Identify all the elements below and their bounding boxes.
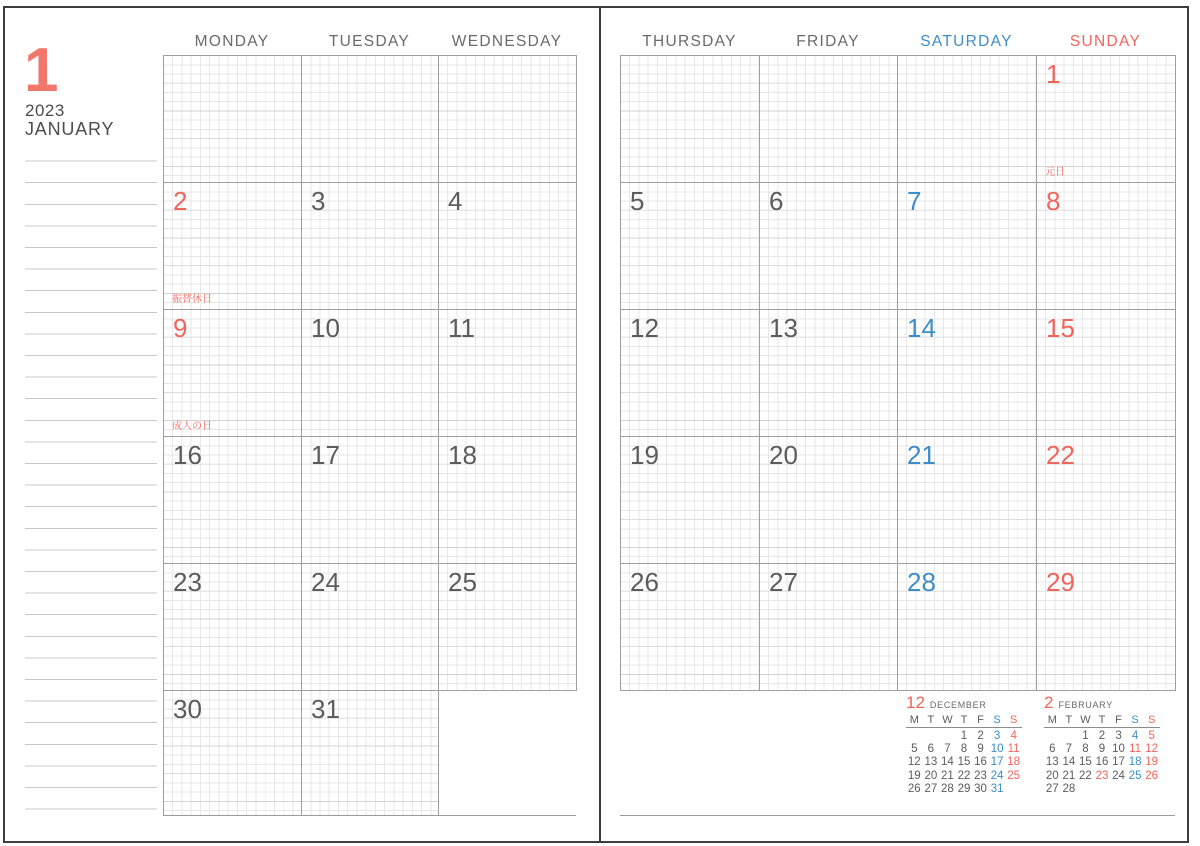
mini-dow-label: T (927, 714, 935, 726)
date-number: 7 (907, 186, 922, 216)
mini-date-13: 13 (1045, 756, 1059, 769)
date-number: 27 (769, 567, 798, 597)
empty-day-cell (438, 55, 577, 183)
date-number: 4 (448, 186, 463, 216)
day-cell-15 (1036, 309, 1176, 437)
mini-date-1: 1 (960, 730, 968, 742)
day-cell-13 (759, 309, 898, 437)
day-cell-2 (163, 182, 302, 310)
mini-date-3: 3 (1115, 730, 1122, 742)
date-number: 15 (1046, 313, 1075, 343)
date-number: 3 (311, 186, 326, 216)
date-number: 6 (769, 186, 784, 216)
mini-empty (1143, 783, 1160, 796)
date-number: 2 (173, 186, 188, 216)
day-cell-30 (163, 690, 302, 816)
mini-dow-row (1044, 714, 1164, 726)
day-header-tuesday: TUESDAY (328, 33, 411, 50)
mini-month-number: 2 (1044, 693, 1054, 712)
mini-week-row (906, 743, 1026, 756)
mini-date-17: 17 (1112, 756, 1125, 769)
mini-date-22: 22 (1079, 769, 1092, 782)
mini-date-24: 24 (990, 769, 1004, 782)
date-number: 17 (311, 440, 340, 470)
day-cell-3 (301, 182, 439, 310)
mini-date-14: 14 (1062, 756, 1076, 769)
mini-month-number: 12 (906, 693, 925, 712)
mini-date-9: 9 (1098, 743, 1106, 756)
day-cell-22 (1036, 436, 1176, 564)
day-cell-11 (438, 309, 577, 437)
date-number: 1 (1046, 59, 1061, 89)
day-header-friday: FRIDAY (796, 33, 860, 50)
mini-calendar-december (906, 694, 1026, 796)
day-cell-24 (301, 563, 439, 691)
mini-date-27: 27 (924, 782, 938, 795)
grid-bottom-rule-left (163, 815, 576, 816)
day-cell-27 (759, 563, 898, 691)
mini-date-9: 9 (977, 743, 984, 756)
date-number: 25 (448, 567, 477, 597)
date-number: 16 (173, 440, 202, 470)
day-cell-18 (438, 436, 577, 564)
mini-date-5: 5 (1148, 730, 1155, 742)
mini-date-16: 16 (1095, 756, 1109, 769)
mini-date-6: 6 (1049, 743, 1056, 756)
holiday-label: 元日 (1045, 167, 1065, 178)
empty-day-cell (620, 55, 760, 183)
mini-date-22: 22 (957, 769, 971, 782)
date-number: 8 (1046, 186, 1061, 216)
day-header-monday: MONDAY (194, 33, 270, 50)
day-cell-28 (897, 563, 1037, 691)
mini-date-21: 21 (941, 769, 954, 782)
mini-date-10: 10 (1112, 743, 1125, 756)
grid-bottom-rule-right (620, 815, 1175, 816)
day-cell-23 (163, 563, 302, 691)
empty-day-cell (897, 55, 1037, 183)
mini-date-19: 19 (1145, 756, 1159, 769)
day-header-thursday: THURSDAY (642, 33, 737, 50)
mini-date-18: 18 (1128, 756, 1142, 769)
mini-dow-label: S (1147, 714, 1156, 726)
day-header-saturday: SATURDAY (920, 33, 1013, 50)
mini-dow-label: T (1098, 714, 1106, 726)
mini-week-row (1044, 743, 1164, 756)
mini-empty (923, 730, 940, 743)
mini-date-25: 25 (1007, 769, 1021, 782)
date-number: 14 (907, 313, 936, 343)
mini-month-name: DECEMBER (929, 700, 987, 710)
day-cell-8 (1036, 182, 1176, 310)
mini-date-4: 4 (1131, 730, 1139, 742)
mini-dow-label: F (1115, 714, 1122, 726)
mini-date-4: 4 (1010, 730, 1017, 742)
day-cell-4 (438, 182, 577, 310)
mini-date-30: 30 (974, 782, 987, 795)
mini-dow-rule (1044, 727, 1160, 728)
day-header-wednesday: WEDNESDAY (451, 33, 563, 50)
center-binding-line (599, 6, 601, 843)
mini-date-6: 6 (927, 743, 935, 756)
mini-date-11: 11 (1007, 743, 1020, 756)
date-number: 12 (630, 313, 659, 343)
date-number: 23 (173, 567, 202, 597)
mini-dow-row (906, 714, 1026, 726)
date-number: 9 (173, 313, 188, 343)
day-cell-5 (620, 182, 760, 310)
date-number: 30 (173, 694, 202, 724)
mini-week-row (906, 730, 1026, 743)
mini-empty (1044, 730, 1061, 743)
mini-date-31: 31 (990, 782, 1004, 795)
mini-dow-label: S (1009, 714, 1018, 726)
day-cell-7 (897, 182, 1037, 310)
mini-dow-label: M (1047, 714, 1057, 726)
holiday-label: 振替休日 (172, 294, 212, 305)
date-number: 26 (630, 567, 659, 597)
mini-empty (1061, 730, 1078, 743)
mini-week-row (1044, 730, 1164, 743)
mini-date-18: 18 (1007, 756, 1021, 769)
mini-dow-label: T (960, 714, 968, 726)
date-number: 11 (448, 313, 475, 343)
day-cell-20 (759, 436, 898, 564)
mini-calendar-title (906, 694, 1026, 711)
day-cell-25 (438, 563, 577, 691)
mini-date-2: 2 (977, 730, 984, 742)
mini-date-26: 26 (1145, 769, 1159, 782)
day-cell-12 (620, 309, 760, 437)
mini-date-21: 21 (1062, 769, 1076, 782)
mini-month-name: FEBRUARY (1058, 700, 1113, 710)
date-number: 24 (311, 567, 340, 597)
mini-date-11: 11 (1129, 743, 1142, 756)
date-number: 21 (907, 440, 936, 470)
day-cell-10 (301, 309, 439, 437)
mini-date-3: 3 (993, 730, 1001, 742)
mini-week-row (906, 783, 1026, 796)
mini-date-14: 14 (941, 756, 954, 769)
month-number-large: 1 (24, 36, 60, 105)
mini-date-20: 20 (1045, 769, 1059, 782)
mini-week-row (906, 770, 1026, 783)
mini-date-15: 15 (1079, 756, 1092, 769)
date-number: 19 (630, 440, 659, 470)
mini-date-12: 12 (907, 756, 921, 769)
mini-dow-label: S (993, 714, 1001, 726)
day-header-sunday: SUNDAY (1069, 33, 1142, 50)
mini-date-15: 15 (957, 756, 971, 769)
mini-date-23: 23 (1095, 769, 1109, 782)
mini-date-12: 12 (1145, 743, 1159, 756)
date-number: 31 (311, 694, 340, 724)
mini-dow-label: W (1080, 714, 1091, 726)
mini-date-23: 23 (974, 769, 987, 782)
mini-date-19: 19 (907, 769, 921, 782)
mini-date-1: 1 (1082, 730, 1089, 742)
mini-dow-label: F (977, 714, 984, 726)
mini-dow-label: T (1065, 714, 1073, 726)
day-cell-19 (620, 436, 760, 564)
date-number: 22 (1046, 440, 1075, 470)
mini-date-28: 28 (941, 782, 954, 795)
day-cell-14 (897, 309, 1037, 437)
empty-day-cell (759, 55, 898, 183)
date-number: 28 (907, 567, 936, 597)
mini-date-5: 5 (911, 743, 918, 756)
mini-date-17: 17 (990, 756, 1004, 769)
date-number: 13 (769, 313, 798, 343)
mini-date-28: 28 (1062, 782, 1076, 795)
empty-day-cell (301, 55, 439, 183)
mini-date-8: 8 (960, 743, 968, 756)
day-cell-21 (897, 436, 1037, 564)
mini-date-25: 25 (1128, 769, 1142, 782)
mini-dow-label: S (1131, 714, 1139, 726)
mini-dow-label: M (909, 714, 919, 726)
empty-day-cell (163, 55, 302, 183)
day-cell-6 (759, 182, 898, 310)
date-number: 5 (630, 186, 645, 216)
mini-empty (1077, 783, 1094, 796)
mini-date-13: 13 (924, 756, 938, 769)
month-name-label: JANUARY (25, 119, 115, 139)
day-cell-29 (1036, 563, 1176, 691)
mini-date-16: 16 (974, 756, 987, 769)
day-cell-1 (1036, 55, 1176, 183)
day-cell-17 (301, 436, 439, 564)
mini-date-29: 29 (957, 782, 971, 795)
mini-date-20: 20 (924, 769, 938, 782)
mini-week-row (1044, 770, 1164, 783)
year-label: 2023 (25, 101, 65, 120)
mini-empty (906, 730, 923, 743)
mini-date-2: 2 (1098, 730, 1106, 742)
day-cell-31 (301, 690, 439, 816)
mini-date-7: 7 (1065, 743, 1073, 756)
day-cell-9 (163, 309, 302, 437)
mini-date-7: 7 (944, 743, 951, 756)
mini-date-10: 10 (990, 743, 1004, 756)
mini-date-27: 27 (1045, 782, 1059, 795)
mini-empty (1005, 783, 1022, 796)
date-number: 18 (448, 440, 477, 470)
mini-date-24: 24 (1112, 769, 1125, 782)
date-number: 29 (1046, 567, 1075, 597)
notes-ruled-lines (25, 140, 157, 812)
mini-empty (1094, 783, 1111, 796)
mini-empty (1110, 783, 1127, 796)
mini-calendar-title (1044, 694, 1164, 711)
mini-empty (939, 730, 956, 743)
mini-week-row (906, 756, 1026, 769)
mini-date-26: 26 (907, 782, 921, 795)
mini-dow-label: W (942, 714, 953, 726)
mini-date-8: 8 (1082, 743, 1089, 756)
holiday-label: 成人の日 (172, 421, 212, 432)
day-cell-16 (163, 436, 302, 564)
day-cell-26 (620, 563, 760, 691)
mini-week-row (1044, 756, 1164, 769)
mini-calendar-february (1044, 694, 1164, 796)
mini-dow-rule (906, 727, 1022, 728)
mini-empty (1127, 783, 1144, 796)
mini-week-row (1044, 783, 1164, 796)
date-number: 20 (769, 440, 798, 470)
date-number: 10 (311, 313, 340, 343)
